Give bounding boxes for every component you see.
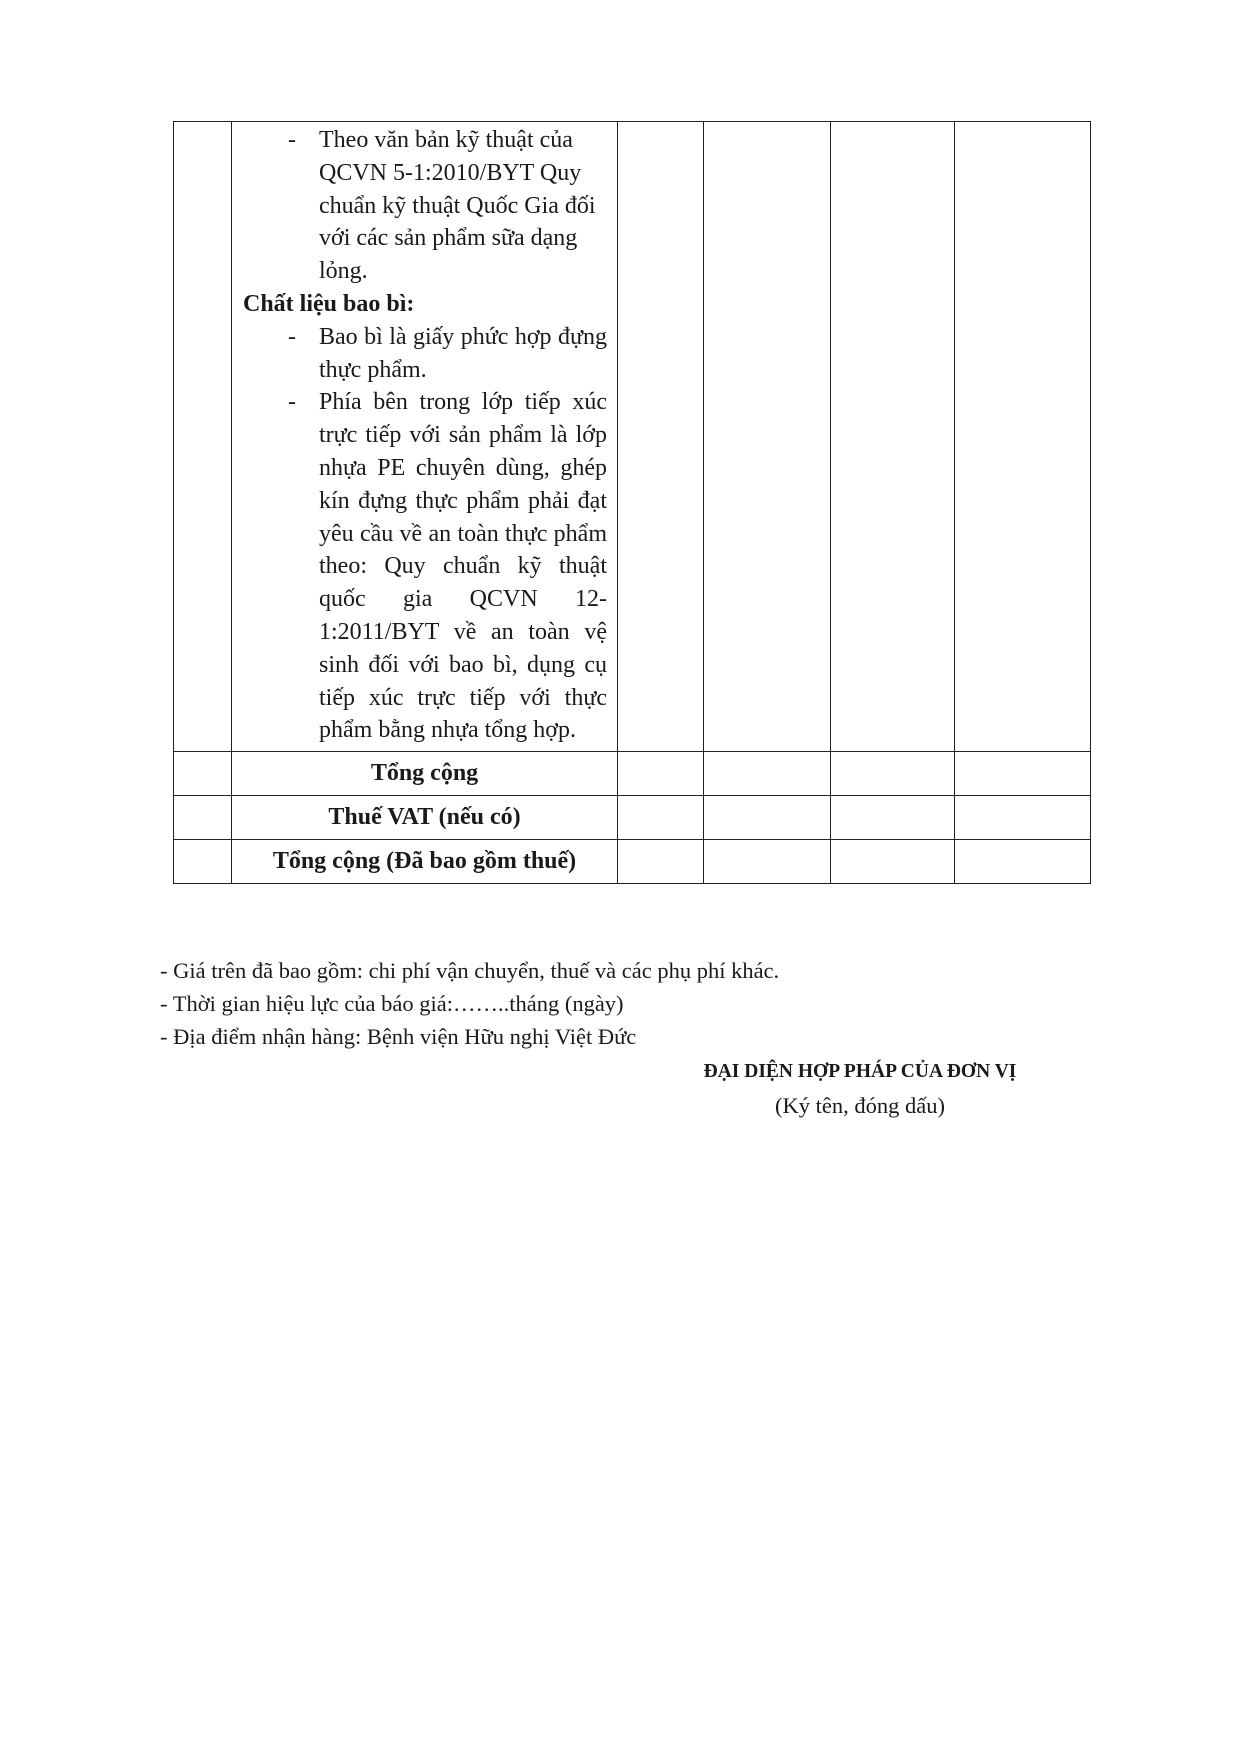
- notes-list: [160, 954, 779, 1053]
- note-line: - Địa điểm nhận hàng: Bệnh viện Hữu nghị Việt Đức: [160, 1024, 637, 1049]
- cell-empty: [704, 796, 831, 840]
- note-line: - Giá trên đã bao gồm: chi phí vận chuyển, thuế và các phụ phí khác.: [160, 958, 780, 983]
- cell-unit: [618, 122, 704, 752]
- vat-row: [174, 796, 1091, 840]
- bullet-dash: -: [288, 323, 296, 350]
- cell-empty: [704, 752, 831, 796]
- cell-empty: [174, 752, 232, 796]
- item-row: [174, 122, 1091, 752]
- quotation-table: [173, 121, 1091, 884]
- note-line: - Thời gian hiệu lực của báo giá:……..tháng (ngày): [160, 991, 624, 1016]
- cell-description: [232, 122, 618, 752]
- bullet-text: Theo văn bản kỹ thuật của QCVN 5-1:2010/BYT Quy chuẩn kỹ thuật Quốc Gia đối với các sản phẩm sữa dạng lỏng.: [319, 127, 596, 285]
- grand-total-row: [174, 840, 1091, 884]
- signature-title: ĐẠI DIỆN HỢP PHÁP CỦA ĐƠN VỊ: [703, 1061, 1017, 1082]
- cell-empty: [174, 796, 232, 840]
- cell-empty: [174, 840, 232, 884]
- cell-amount: [955, 122, 1091, 752]
- bullet-item: [243, 386, 607, 747]
- cell-empty: [618, 840, 704, 884]
- cell-quantity: [704, 122, 831, 752]
- bullet-dash: -: [288, 389, 296, 416]
- cell-empty: [831, 796, 955, 840]
- cell-empty: [955, 796, 1091, 840]
- signature-block: [660, 1055, 1060, 1123]
- bullet-text: Bao bì là giấy phức hợp đựng thực phẩm.: [319, 323, 607, 383]
- bullet-text: Phía bên trong lớp tiếp xúc trực tiếp với sản phẩm là lớp nhựa PE chuyên dùng, ghép kín đựng thực phẩm phải đạt yêu cầu về an toàn thực phẩm theo: Quy chuẩn kỹ thuật quốc gia QCVN 12-1:2011/BYT về an toàn vệ sinh đối với bao bì, dụng cụ tiếp xúc trực tiếp với thực phẩm bằng nhựa tổng hợp.: [319, 389, 607, 744]
- cell-empty: [618, 752, 704, 796]
- total-label: Tổng cộng: [232, 752, 618, 796]
- bullet-item: [243, 124, 607, 288]
- bullet-item: [243, 321, 607, 387]
- signature-subtitle: (Ký tên, đóng dấu): [775, 1093, 945, 1118]
- cell-empty: [831, 840, 955, 884]
- packaging-heading: Chất liệu bao bì:: [243, 290, 415, 317]
- cell-empty: [704, 840, 831, 884]
- cell-empty: [618, 796, 704, 840]
- grand-total-label: Tổng cộng (Đã bao gồm thuế): [232, 840, 618, 884]
- total-row: [174, 752, 1091, 796]
- cell-unit-price: [831, 122, 955, 752]
- bullet-dash: -: [288, 127, 296, 153]
- cell-empty: [831, 752, 955, 796]
- cell-stt: [174, 122, 232, 752]
- cell-empty: [955, 840, 1091, 884]
- vat-label: Thuế VAT (nếu có): [232, 796, 618, 840]
- cell-empty: [955, 752, 1091, 796]
